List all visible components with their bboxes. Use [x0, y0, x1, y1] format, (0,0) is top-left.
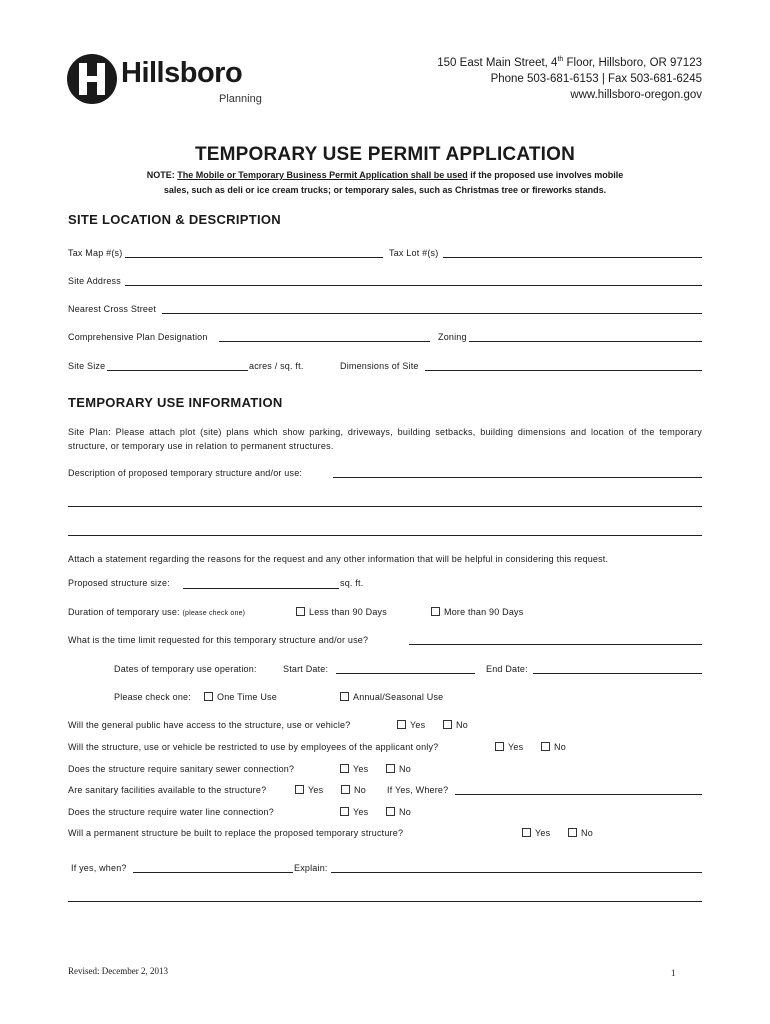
- time-limit-label: What is the time limit requested for this temporary structure and/or use?: [68, 635, 369, 645]
- checkbox-icon[interactable]: [443, 720, 452, 729]
- one-time-option[interactable]: One Time Use: [204, 692, 277, 702]
- q-water-yes[interactable]: Yes: [340, 807, 368, 817]
- checkbox-icon[interactable]: [397, 720, 406, 729]
- checkbox-icon[interactable]: [340, 692, 349, 701]
- site-heading: SITE LOCATION & DESCRIPTION: [68, 212, 281, 227]
- end-date-field[interactable]: [533, 673, 702, 674]
- address-block: [437, 52, 702, 103]
- structure-size-field[interactable]: [183, 588, 339, 589]
- if-yes-where-label: If Yes, Where?: [387, 785, 449, 795]
- q-restricted-label: Will the structure, use or vehicle be restricted to use by employees of the applicant only?: [68, 742, 439, 752]
- checkbox-icon[interactable]: [340, 807, 349, 816]
- if-yes-when-label: If yes, when?: [71, 863, 127, 873]
- description-field-2[interactable]: [68, 506, 702, 507]
- comp-plan-field[interactable]: [219, 341, 430, 342]
- q-sewer-label: Does the structure require sanitary sewer connection?: [68, 764, 295, 774]
- checkbox-icon[interactable]: [296, 607, 305, 616]
- site-size-field[interactable]: [107, 370, 248, 371]
- q-restricted-no[interactable]: No: [541, 742, 566, 752]
- q-water-label: Does the structure require water line connection?: [68, 807, 274, 817]
- dates-label: Dates of temporary use operation:: [114, 664, 257, 674]
- start-date-label: Start Date:: [283, 664, 329, 674]
- q-sanitary-no[interactable]: No: [341, 785, 366, 795]
- annual-option[interactable]: Annual/Seasonal Use: [340, 692, 443, 702]
- phone-fax-line: Phone 503-681-6153 | Fax 503-681-6245: [490, 72, 702, 85]
- note-line-2: sales, such as deli or ice cream trucks; or temporary sales, such as Christmas tree or fireworks stands.: [163, 185, 607, 195]
- checkbox-icon[interactable]: [431, 607, 440, 616]
- q-sanitary-label: Are sanitary facilities available to the structure?: [68, 785, 267, 795]
- temp-heading: TEMPORARY USE INFORMATION: [68, 395, 283, 410]
- revised-date: Revised: December 2, 2013: [68, 966, 168, 976]
- q-permanent-yes[interactable]: Yes: [522, 828, 550, 838]
- if-yes-when-field[interactable]: [133, 872, 293, 873]
- checkbox-icon[interactable]: [295, 785, 304, 794]
- logo-text: Hillsboro: [121, 57, 243, 89]
- page-title: TEMPORARY USE PERMIT APPLICATION: [194, 144, 576, 165]
- structure-size-label: Proposed structure size:: [68, 578, 170, 588]
- checkbox-icon[interactable]: [386, 764, 395, 773]
- tax-lot-field[interactable]: [443, 257, 702, 258]
- site-plan-text: Site Plan: Please attach plot (site) plans which show parking, driveways, building setbacks, building dimensions and location of the temporary structure, or temporary use in relation to permanent structures.: [68, 427, 702, 451]
- address-line: 150 East Main Street, 4th Floor, Hillsboro, OR 97123: [437, 56, 702, 69]
- less-90-option[interactable]: Less than 90 Days: [296, 607, 387, 617]
- q-water-no[interactable]: No: [386, 807, 411, 817]
- description-field-3[interactable]: [68, 535, 702, 536]
- checkbox-icon[interactable]: [204, 692, 213, 701]
- description-field[interactable]: [333, 477, 702, 478]
- tax-map-label: Tax Map #(s): [68, 248, 123, 258]
- q-restricted-yes[interactable]: Yes: [495, 742, 523, 752]
- checkbox-icon[interactable]: [341, 785, 350, 794]
- zoning-field[interactable]: [469, 341, 702, 342]
- page-number: 1: [671, 968, 676, 978]
- explain-label: Explain:: [294, 863, 328, 873]
- start-date-field[interactable]: [336, 673, 475, 674]
- q-sanitary-yes[interactable]: Yes: [295, 785, 323, 795]
- q-public-yes[interactable]: Yes: [397, 720, 425, 730]
- please-check-label: Please check one:: [114, 692, 191, 702]
- q-sewer-yes[interactable]: Yes: [340, 764, 368, 774]
- q-permanent-label: Will a permanent structure be built to replace the proposed temporary structure?: [68, 828, 404, 838]
- nearest-cross-label: Nearest Cross Street: [68, 304, 157, 314]
- duration-label: Duration of temporary use: (please check one): [68, 607, 246, 617]
- checkbox-icon[interactable]: [568, 828, 577, 837]
- acres-label: acres / sq. ft.: [249, 361, 304, 371]
- hillsboro-logo: [67, 51, 267, 111]
- zoning-label: Zoning: [438, 332, 467, 342]
- dimensions-label: Dimensions of Site: [340, 361, 419, 371]
- site-address-label: Site Address: [68, 276, 121, 286]
- q-sewer-no[interactable]: No: [386, 764, 411, 774]
- logo-h-icon: [67, 51, 119, 107]
- tax-lot-label: Tax Lot #(s): [389, 248, 439, 258]
- site-size-label: Site Size: [68, 361, 106, 371]
- q-permanent-no[interactable]: No: [568, 828, 593, 838]
- q-public-no[interactable]: No: [443, 720, 468, 730]
- checkbox-icon[interactable]: [340, 764, 349, 773]
- if-yes-where-field[interactable]: [455, 794, 702, 795]
- attach-statement-text: Attach a statement regarding the reasons for the request and any other information that will be helpful in considering this request.: [68, 554, 609, 564]
- time-limit-field[interactable]: [409, 644, 702, 645]
- tax-map-field[interactable]: [125, 257, 383, 258]
- end-date-label: End Date:: [486, 664, 528, 674]
- explain-field-2[interactable]: [68, 901, 702, 902]
- sqft-label: sq. ft.: [340, 578, 364, 588]
- checkbox-icon[interactable]: [495, 742, 504, 751]
- explain-field[interactable]: [331, 872, 702, 873]
- comp-plan-label: Comprehensive Plan Designation: [68, 332, 208, 342]
- more-90-option[interactable]: More than 90 Days: [431, 607, 523, 617]
- checkbox-icon[interactable]: [522, 828, 531, 837]
- site-address-field[interactable]: [125, 285, 702, 286]
- website-line: www.hillsboro-oregon.gov: [570, 88, 702, 101]
- note-line-1: NOTE: The Mobile or Temporary Business Permit Application shall be used if the proposed use involves mobile: [146, 170, 624, 180]
- checkbox-icon[interactable]: [541, 742, 550, 751]
- description-label: Description of proposed temporary structure and/or use:: [68, 468, 303, 478]
- dimensions-field[interactable]: [425, 370, 702, 371]
- logo-subtext: Planning: [219, 93, 262, 105]
- checkbox-icon[interactable]: [386, 807, 395, 816]
- q-public-label: Will the general public have access to the structure, use or vehicle?: [68, 720, 351, 730]
- nearest-cross-field[interactable]: [162, 313, 702, 314]
